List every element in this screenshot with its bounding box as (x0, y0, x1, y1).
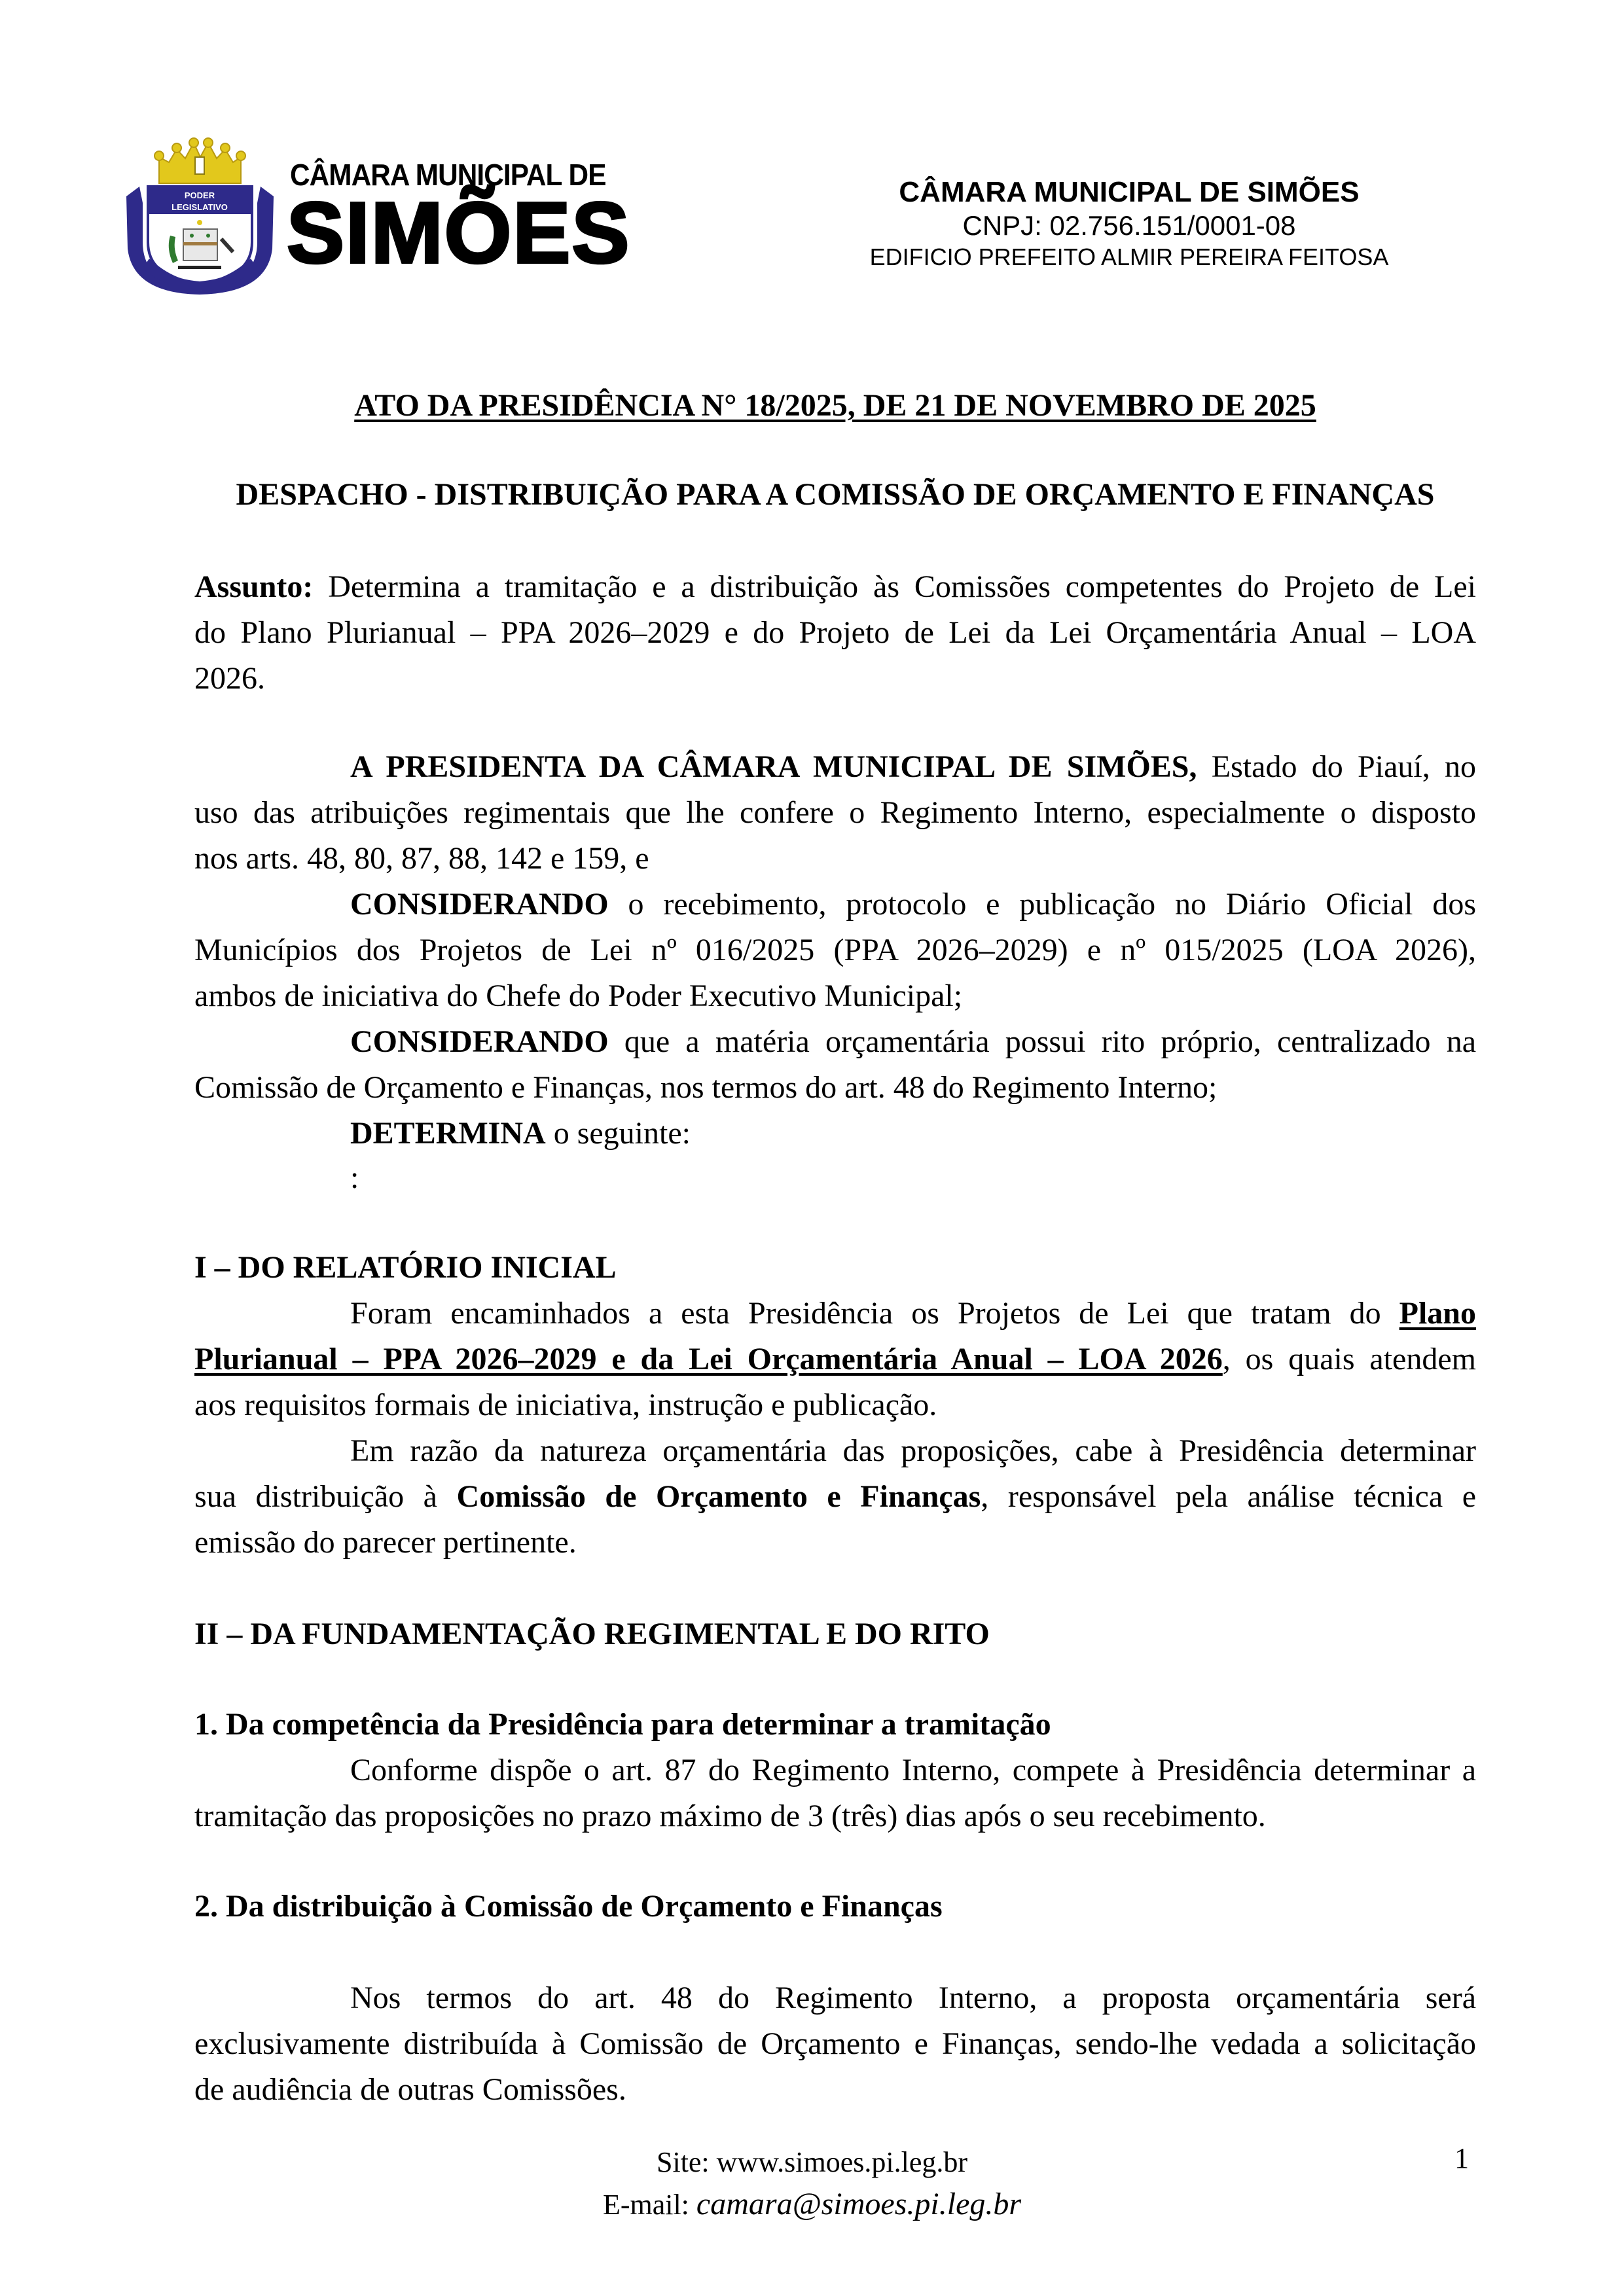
logo-top-text: CÂMARA MUNICIPAL DE (290, 158, 606, 192)
section-1-p2-line-2: sua distribuição à Comissão de Orçamento e Finanças, responsável pela análise técnica e (194, 1479, 1477, 1514)
determina-line: DETERMINA o seguinte: (350, 1116, 691, 1151)
coat-of-arms-icon (123, 137, 277, 295)
section-1-heading: I – DO RELATÓRIO INICIAL (194, 1250, 617, 1285)
section-2-sub-1-heading: 1. Da competência da Presidência para determinar a tramitação (194, 1707, 1051, 1742)
considerando-2-line-2: Comissão de Orçamento e Finanças, nos termos do art. 48 do Regimento Interno; (194, 1070, 1218, 1105)
preamble-line-2: uso das atribuições regimentais que lhe confere o Regimento Interno, especialmente o disposto (194, 795, 1476, 830)
preamble-line-1: A PRESIDENTA DA CÂMARA MUNICIPAL DE SIMÕES, Estado do Piauí, no (350, 749, 1476, 784)
section-2-sub-2-line-2: exclusivamente distribuída à Comissão de Orçamento e Finanças, sendo-lhe vedada a solicitação (194, 2026, 1476, 2061)
email-link[interactable]: camara@simoes.pi.leg.br (696, 2187, 1022, 2221)
institution-name: CÂMARA MUNICIPAL DE SIMÕES (899, 176, 1360, 208)
section-1-p2-line-1: Em razão da natureza orçamentária das proposições, cabe à Presidência determinar (350, 1433, 1476, 1468)
assunto-line-1: Assunto: Determina a tramitação e a distribuição às Comissões competentes do Projeto de Lei (194, 569, 1476, 604)
considerando-2-line-1: CONSIDERANDO que a matéria orçamentária possui rito próprio, centralizado na (350, 1024, 1476, 1059)
footer-site: Site: www.simoes.pi.leg.br (656, 2146, 967, 2178)
section-1-p2-line-3: emissão do parecer pertinente. (194, 1525, 577, 1560)
logo-big-text: SIMÕES (287, 185, 631, 281)
assunto-line-3: 2026. (194, 661, 265, 696)
section-2-sub-2-line-1: Nos termos do art. 48 do Regimento Interno, a proposta orçamentária será (350, 1981, 1476, 2015)
svg-text:PODER: PODER (184, 190, 215, 200)
considerando-1-line-3: ambos de iniciativa do Chefe do Poder Executivo Municipal; (194, 978, 963, 1013)
preamble-line-3: nos arts. 48, 80, 87, 88, 142 e 159, e (194, 841, 649, 876)
section-2-sub-2-line-3: de audiência de outras Comissões. (194, 2072, 626, 2107)
institution-building: EDIFICIO PREFEITO ALMIR PEREIRA FEITOSA (869, 243, 1389, 270)
footer-email: E-mail: camara@simoes.pi.leg.br (602, 2187, 1022, 2221)
section-2-sub-2-heading: 2. Da distribuição à Comissão de Orçamento e Finanças (194, 1889, 943, 1924)
section-2-sub-1-line-1: Conforme dispõe o art. 87 do Regimento Interno, compete à Presidência determinar a (350, 1753, 1476, 1787)
determina-colon: : (350, 1160, 359, 1195)
section-2-heading: II – DA FUNDAMENTAÇÃO REGIMENTAL E DO RITO (194, 1617, 990, 1651)
page-number: 1 (1454, 2142, 1469, 2174)
section-1-p1-line-1: Foram encaminhados a esta Presidência os Projetos de Lei que tratam do Plano (350, 1296, 1476, 1331)
institution-cnpj: CNPJ: 02.756.151/0001-08 (962, 210, 1296, 241)
camara-logo (123, 137, 631, 295)
institution-header (844, 175, 1414, 272)
document-title: ATO DA PRESIDÊNCIA N° 18/2025, DE 21 DE NOVEMBRO DE 2025 (354, 388, 1316, 423)
section-1-p1-line-3: aos requisitos formais de iniciativa, instrução e publicação. (194, 1388, 937, 1422)
document-subtitle: DESPACHO - DISTRIBUIÇÃO PARA A COMISSÃO DE ORÇAMENTO E FINANÇAS (236, 477, 1435, 512)
considerando-1-line-2: Municípios dos Projetos de Lei nº 016/2025 (PPA 2026–2029) e nº 015/2025 (LOA 2026), (194, 933, 1476, 967)
considerando-1-line-1: CONSIDERANDO o recebimento, protocolo e publicação no Diário Oficial dos (350, 887, 1476, 922)
section-2-sub-1-line-2: tramitação das proposições no prazo máximo de 3 (três) dias após o seu recebimento. (194, 1799, 1266, 1833)
section-1-p1-line-2: Plurianual – PPA 2026–2029 e da Lei Orçamentária Anual – LOA 2026, os quais atendem (194, 1342, 1476, 1376)
svg-text:LEGISLATIVO: LEGISLATIVO (171, 202, 228, 212)
site-link[interactable]: www.simoes.pi.leg.br (716, 2146, 967, 2178)
assunto-line-2: do Plano Plurianual – PPA 2026–2029 e do Projeto de Lei da Lei Orçamentária Anual – LOA (194, 615, 1476, 650)
